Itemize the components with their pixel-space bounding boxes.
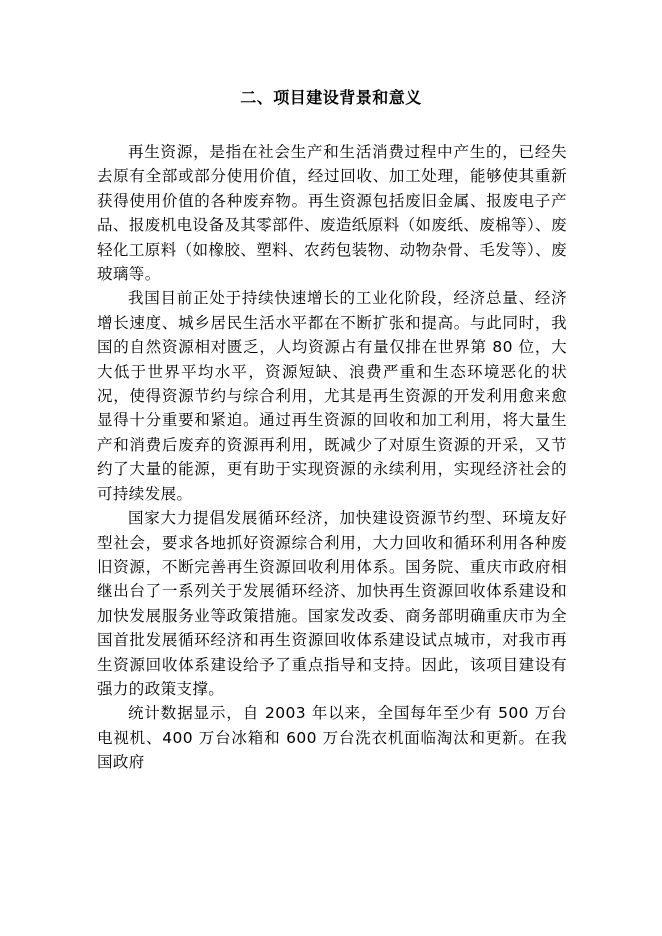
section-title: 二、项目建设背景和意义	[240, 88, 422, 107]
document-body	[97, 140, 567, 775]
paragraph-policy-support: 国家大力提倡发展循环经济，加快建设资源节约型、环境友好型社会，要求各地抓好资源综合利用，大力回收和循环利用各种废旧资源，不断完善再生资源回收利用体系。国务院、重庆市政府相继出台了一系列关于发展循环经济、加快再生资源回收体系建设和加快发展服务业等政策措施。国家发改委、商务部明确重庆市为全国首批发展循环经济和再生资源回收体系建设试点城市，对我市再生资源回收体系建设给予了重点指导和支持。因此，该项目建设有强力的政策支撑。	[97, 509, 567, 698]
paragraph-statistics: 统计数据显示，自 2003 年以来，全国每年至少有 500 万台电视机、400 万台冰箱和 600 万台洗衣机面临淘汰和更新。在我国政府	[97, 704, 567, 772]
paragraph-industrialization-context: 我国目前正处于持续快速增长的工业化阶段，经济总量、经济增长速度、城乡居民生活水平都在不断扩张和提高。与此同时，我国的自然资源相对匮乏，人均资源占有量仅排在世界第 80 位，大大低于世界平均水平，资源短缺、浪费严重和生态环境恶化的状况，使得资源节约与综合利用，尤其是再生资源的开发利用愈来愈显得十分重要和紧迫。通过再生资源的回收和加工利用，将大量生产和消费后废弃的资源再利用，既减少了对原生资源的开采，又节约了大量的能源，更有助于实现资源的永续利用，实现经济社会的可持续发展。	[97, 289, 567, 503]
paragraph-renewable-resources-definition: 再生资源，是指在社会生产和生活消费过程中产生的，已经失去原有全部或部分使用价值，经过回收、加工处理，能够使其重新获得使用价值的各种废弃物。再生资源包括废旧金属、报废电子产品、报废机电设备及其零部件、废造纸原料（如废纸、废棉等）、废轻化工原料（如橡胶、塑料、农药包装物、动物杂骨、毛发等）、废玻璃等。	[97, 143, 567, 284]
